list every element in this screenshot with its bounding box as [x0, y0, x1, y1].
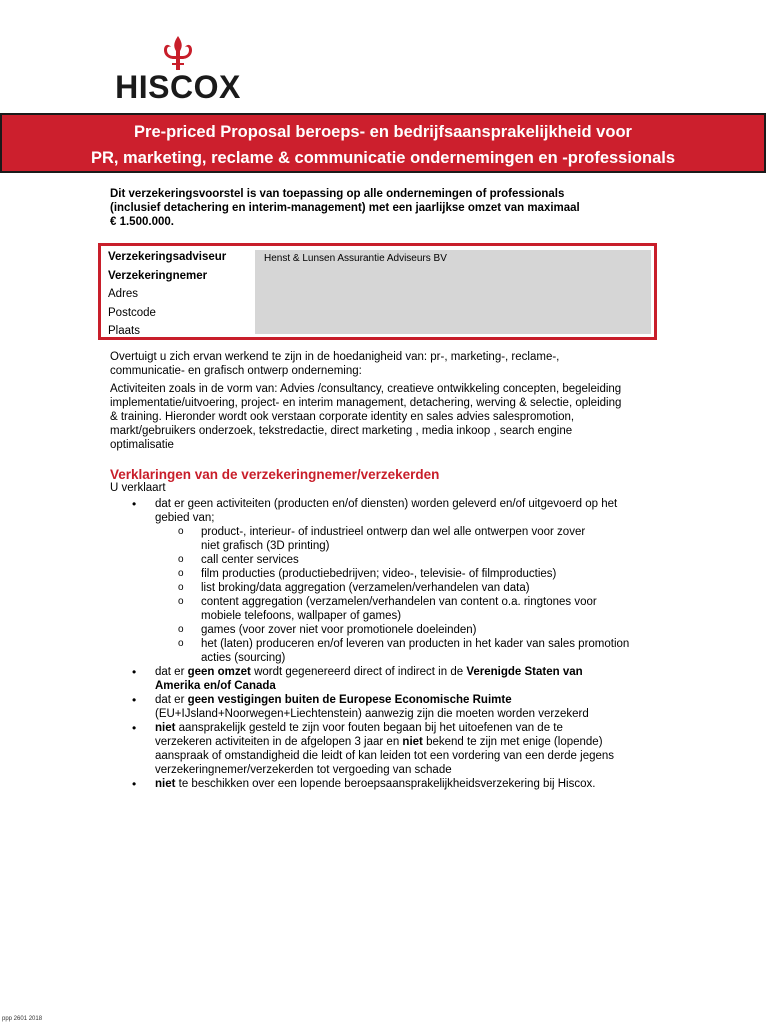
activity-line-2: communicatie- en grafisch ontwerp onderneming: — [110, 365, 362, 377]
list-item — [155, 525, 690, 553]
details-field[interactable] — [255, 250, 651, 334]
activities-description — [110, 382, 690, 452]
activities-line-5: optimalisatie — [110, 439, 174, 451]
item5-line-1 — [155, 777, 690, 791]
sub-line: acties (sourcing) — [201, 652, 286, 664]
form-labels — [108, 248, 226, 341]
sub-line: o call center services — [201, 554, 299, 566]
activities-line-4: markt/gebruikers onderzoek, tekstredactie, direct marketing , media inkoop , search engine — [110, 425, 573, 437]
intro-line-2: (inclusief detachering en interim-management) met een jaarlijkse omzet van maximaal — [110, 202, 580, 214]
label-city: Plaats — [108, 325, 140, 337]
list-item — [110, 721, 690, 777]
bold-span: niet — [402, 736, 423, 748]
list-item — [155, 553, 690, 567]
list-item — [110, 777, 690, 791]
label-postcode: Postcode — [108, 306, 156, 319]
bold-span: Verenigde Staten van — [466, 666, 583, 678]
item2-line-2: Amerika en/of Canada — [155, 680, 276, 692]
bold-span: niet — [155, 778, 176, 790]
intro-line-1: Dit verzekeringsvoorstel is van toepassing op alle ondernemingen of professionals — [110, 188, 565, 200]
sub-line: o het (laten) produceren en/of leveren van producten in het kader van sales promotion — [201, 638, 630, 650]
list-item — [155, 623, 690, 637]
text-span: aansprakelijk gesteld te zijn voor fouten begaan bij het uitoefenen van de te — [175, 722, 563, 734]
activities-line-2: implementatie/uitvoering, project- en interim management, detachering, werving & selectie, opleiding — [110, 397, 622, 409]
activity-statement — [110, 350, 690, 378]
activities-line-3: & training. Hieronder wordt ook verstaan corporate identity en sales advies salespromotion, — [110, 411, 575, 423]
item4-line-3: aanspraak of omstandigheid die leidt of kan leiden tot een vordering van een derde jegens — [155, 750, 615, 762]
bold-span: niet — [155, 722, 176, 734]
bold-span: geen vestigingen buiten de Europese Economische Ruimte — [187, 694, 512, 706]
label-address: Adres — [108, 288, 139, 300]
party-details-box — [98, 243, 657, 340]
bold-span: geen omzet — [187, 666, 251, 678]
text-span: dat er — [155, 694, 188, 706]
advisor-value: Henst & Lunsen Assurantie Adviseurs BV — [264, 253, 447, 264]
item1-line-1: • dat er geen activiteiten (producten en/of diensten) worden geleverd en/of uitgevoerd op het — [155, 498, 618, 510]
sub-line: niet grafisch (3D printing) — [201, 540, 330, 552]
logo-text: HISCOX — [115, 69, 241, 105]
fleur-de-lis-icon — [164, 36, 192, 70]
sub-line: o content aggregation (verzamelen/verhandelen van content o.a. ringtones voor — [201, 596, 597, 608]
excluded-activities-list — [155, 525, 690, 665]
declarations-heading: Verklaringen van de verzekeringnemer/verzekerden — [110, 467, 440, 482]
list-item — [155, 581, 690, 595]
text-span: verzekeren activiteiten in de afgelopen 3 jaar en — [155, 736, 403, 748]
item2-line-1 — [155, 665, 690, 679]
list-item — [155, 595, 690, 623]
text-span: bekend te zijn met enige (lopende) — [422, 736, 603, 748]
item4-line-1 — [155, 721, 690, 735]
sub-line: o list broking/data aggregation (verzamelen/verhandelen van data) — [201, 582, 530, 594]
declarations-list — [110, 497, 690, 791]
hiscox-logo — [107, 36, 249, 104]
label-policyholder: Verzekeringnemer — [108, 269, 208, 282]
list-item — [110, 665, 690, 693]
sub-line: o film producties (productiebedrijven; video-, televisie- of filmproducties) — [201, 568, 557, 580]
list-item — [155, 637, 690, 665]
sub-line: mobiele telefoons, wallpaper of games) — [201, 610, 402, 622]
item4-line-2 — [155, 735, 690, 749]
label-advisor: Verzekeringsadviseur — [108, 251, 227, 263]
banner-line-2: PR, marketing, reclame & communicatie ondernemingen en -professionals — [90, 149, 676, 167]
item4-line-4: verzekeringnemer/verzekerden tot vergoeding van schade — [155, 764, 452, 776]
item3-line-1 — [155, 693, 690, 707]
activities-line-1: Activiteiten zoals in de vorm van: Advies /consultancy, creatieve ontwikkeling concepten, begeleiding — [110, 383, 622, 395]
text-span: wordt gegenereerd direct of indirect in de — [250, 666, 467, 678]
item1-line-2: gebied van; — [155, 512, 215, 524]
list-item — [155, 567, 690, 581]
declarations-intro: U verklaart — [110, 482, 166, 494]
item3-line-2: (EU+IJsland+Noorwegen+Liechtenstein) aanwezig zijn die moeten worden verzekerd — [155, 708, 589, 720]
footer-code: ppp 2601 2018 — [2, 1016, 43, 1022]
text-span: dat er — [155, 666, 188, 678]
title-banner — [0, 113, 766, 173]
sub-line: o games (voor zover niet voor promotionele doeleinden) — [201, 624, 477, 636]
list-item — [110, 497, 690, 665]
activity-line-1: Overtuigt u zich ervan werkend te zijn in de hoedanigheid van: pr-, marketing-, reclame-, — [110, 351, 560, 363]
list-item — [110, 693, 690, 721]
intro-line-3: € 1.500.000. — [110, 216, 174, 228]
text-span: te beschikken over een lopende beroepsaansprakelijkheidsverzekering bij Hiscox. — [175, 778, 596, 790]
banner-line-1: Pre-priced Proposal beroeps- en bedrijfsaansprakelijkheid voor — [134, 123, 632, 141]
sub-line: o product-, interieur- of industrieel ontwerp dan wel alle ontwerpen voor zover — [201, 526, 586, 538]
intro-text — [110, 187, 670, 229]
